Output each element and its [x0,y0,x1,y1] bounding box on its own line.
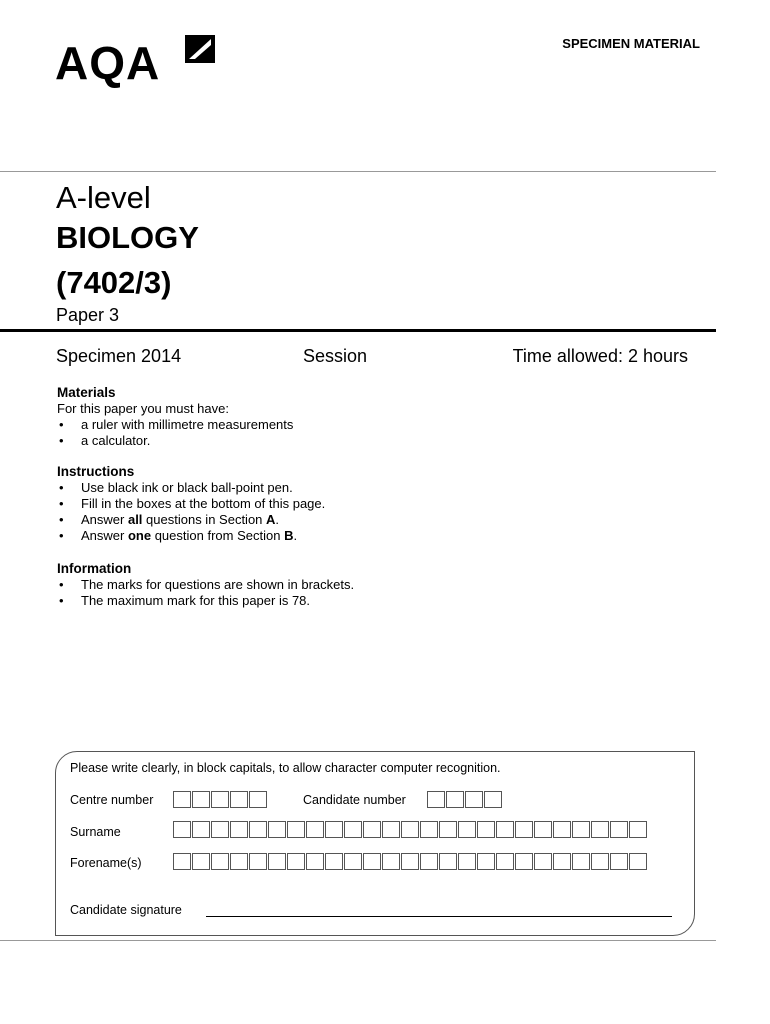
materials-intro: For this paper you must have: [57,401,229,416]
materials-section [57,385,293,449]
instructions-item: • Fill in the boxes at the bottom of this page. [57,496,325,512]
divider-bottom [0,940,716,941]
forename-field[interactable] [173,853,648,870]
qualification-level: A-level [56,180,151,215]
specimen-year: Specimen 2014 [56,346,182,366]
materials-item: • a calculator. [57,433,293,449]
logo-mark-icon [181,33,219,69]
subject-title: BIOLOGY [56,220,199,255]
divider-top [0,171,716,172]
paper-code: (7402/3) [56,265,172,300]
logo-text: AQA [55,37,161,89]
divider-thick [0,329,716,332]
candidate-number-label: Candidate number [303,793,406,807]
materials-item: • a ruler with millimetre measurements [57,417,293,433]
aqa-logo [55,33,230,93]
signature-line[interactable] [206,916,672,917]
information-item: • The marks for questions are shown in brackets. [57,577,354,593]
form-note: Please write clearly, in block capitals, to allow character computer recognition. [70,761,501,775]
information-section [57,561,354,609]
centre-number-field[interactable] [173,791,268,808]
candidate-form [55,751,695,936]
forename-label: Forename(s) [70,856,142,870]
paper-number: Paper 3 [56,305,120,325]
signature-label: Candidate signature [70,903,182,917]
instructions-item: • Answer all questions in Section A. [57,512,325,528]
surname-field[interactable] [173,821,648,838]
information-item: • The maximum mark for this paper is 78. [57,593,354,609]
instructions-item: • Use black ink or black ball-point pen. [57,480,325,496]
session-label: Session [303,346,368,366]
surname-label: Surname [70,825,121,839]
centre-number-label: Centre number [70,793,154,807]
instructions-section [57,464,325,544]
specimen-label: SPECIMEN MATERIAL [562,36,700,51]
instructions-item: • Answer one question from Section B. [57,528,325,544]
instructions-heading: Instructions [57,464,135,479]
information-heading: Information [57,561,132,576]
materials-heading: Materials [57,385,116,400]
time-allowed: Time allowed: 2 hours [512,346,688,366]
candidate-number-field[interactable] [427,791,503,808]
